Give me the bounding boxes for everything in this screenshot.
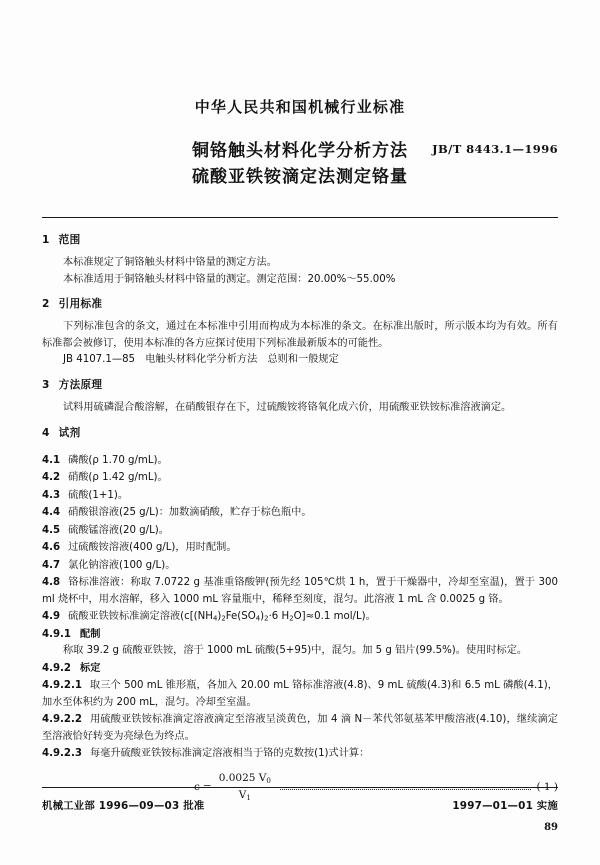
reagent-label: 4.5 <box>42 524 61 536</box>
step-label: 4.9.2.2 <box>42 714 82 726</box>
clause-number-4: 4 <box>42 426 50 439</box>
clause-title-2: 引用标准 <box>58 298 103 311</box>
reagent-item-ferrous-ammonium-sulfate <box>42 609 558 626</box>
clause-3-paragraph-1: 试料用硫磷混合酸溶解，在硝酸银存在下，过硫酸铵将铬氧化成六价，用硫酸亚铁铵标准溶液滴定。 <box>63 402 512 414</box>
referenced-standard-entry: JB 4107.1—85 电触头材料化学分析方法 总则和一般规定 <box>63 354 339 366</box>
denominator-subscript: 1 <box>246 792 251 802</box>
clause-number-3: 3 <box>42 378 50 391</box>
implementation-date: 1997—01—01 实施 <box>452 800 558 812</box>
numerator-variable: V <box>258 772 267 784</box>
step-text: 每毫升硫酸亚铁铵标准滴定溶液相当于铬的克数按(1)式计算： <box>89 748 370 760</box>
header-divider-rule <box>42 217 558 218</box>
clause-title-1: 范围 <box>58 234 81 246</box>
equation-equals-sign: = <box>202 780 212 793</box>
procedure-step <box>42 712 558 745</box>
step-label: 4.9.2.1 <box>42 680 82 692</box>
clause-heading-2 <box>42 296 558 313</box>
subsection-title: 标定 <box>80 662 101 674</box>
document-footer <box>42 797 558 812</box>
reagent-label: 4.9 <box>42 611 61 623</box>
equation-lhs: c <box>194 780 200 793</box>
reagent-label: 4.7 <box>42 559 61 571</box>
reagent-item <box>42 453 558 470</box>
reagent-item <box>42 575 558 608</box>
clause-title-4: 试剂 <box>58 426 81 439</box>
numerator-coefficient: 0.0025 <box>218 772 256 784</box>
subsection-label: 4.9.2 <box>42 662 72 674</box>
reagent-text: 硫酸锰溶液(20 g/L)。 <box>68 524 169 536</box>
numerator-subscript: 0 <box>266 775 271 785</box>
procedure-step <box>42 746 558 763</box>
subsection-label: 4.9.1 <box>42 628 72 640</box>
step-text: 用硫酸亚铁铵标准滴定溶液滴定至溶液呈淡黄色，加 4 滴 N－苯代邻氨基苯甲酸溶液(4.10)，继续滴定至溶液恰好转变为亮绿色为终点。 <box>42 714 558 742</box>
reagent-label: 4.3 <box>42 489 61 501</box>
document-body <box>42 232 558 802</box>
clause-heading-1 <box>42 232 558 249</box>
step-text: 取三个 500 mL 锥形瓶，各加入 20.00 mL 铬标准溶液(4.8)、9 mL 硫酸(4.3)和 6.5 mL 磷酸(4.1)，加水至体积约为 200 mL，混匀。冷却至室温。 <box>42 680 558 708</box>
title-block <box>0 138 600 191</box>
reagent-item <box>42 470 558 487</box>
document-title-line-1: 铜铬触头材料化学分析方法 <box>192 141 408 161</box>
reagent-item <box>42 488 558 505</box>
step-label: 4.9.2.3 <box>42 748 82 760</box>
document-title-line-2: 硫酸亚铁铵滴定法测定铬量 <box>192 167 408 188</box>
approval-statement: 机械工业部 1996—09—03 批准 <box>42 800 205 812</box>
page-number: 89 <box>544 822 558 833</box>
reagent-text: 铬标准溶液：称取 7.0722 g 基准重铬酸钾(预先经 105℃烘 1 h，置于干燥器中，冷却至室温)，置于 300 ml 烧杯中，用水溶解，移入 1000 mL 容量瓶中，稀释至刻度，混匀。此溶液 1 mL 含 0.0025 g 铬。 <box>42 577 558 605</box>
document-header <box>0 98 600 191</box>
spacer <box>42 448 558 452</box>
reagent-item <box>42 558 558 575</box>
reagent-text: 氯化钠溶液(100 g/L)。 <box>68 559 176 571</box>
equation-dot-leader <box>280 782 532 790</box>
reagent-text: 硫酸(1+1)。 <box>68 489 129 501</box>
denominator-variable: V <box>238 788 247 801</box>
subsection-heading-standardization <box>42 661 558 678</box>
reagent-item <box>42 540 558 557</box>
subsection-heading-preparation <box>42 627 558 644</box>
clause-number-2: 2 <box>42 298 50 311</box>
reagent-text-chemical: 硫酸亚铁铵标准滴定溶液($c[(NH_4)_2Fe(SO_4)_2\cdot 6$ $H_2O]\approx 0.1$ mol/L)。 <box>68 611 376 624</box>
issuing-organization: 中华人民共和国机械行业标准 <box>194 98 406 116</box>
reagent-label: 4.6 <box>42 542 61 554</box>
footer-divider-rule <box>42 787 558 788</box>
clause-2-paragraph-1: 下列标准包含的条文，通过在本标准中引用而构成为本标准的条文。在标准出版时，所示版本均为有效。所有标准都会被修订，使用本标准的各方应探讨使用下列标准最新版本的可能性。 <box>42 321 558 349</box>
subsection-title: 配制 <box>80 628 101 640</box>
reagent-item <box>42 505 558 522</box>
subsection-preparation-body: 称取 39.2 g 硫酸亚铁铵，溶于 1000 mL 硫酸(5+95)中，混匀。加 5 g 铝片(99.5%)。使用时标定。 <box>63 645 528 657</box>
standard-number: JB/T 8443.1—1996 <box>432 142 558 156</box>
clause-title-3: 方法原理 <box>58 378 103 391</box>
reagent-item <box>42 523 558 540</box>
reagent-text: 硝酸(ρ 1.42 g/mL)。 <box>68 472 168 484</box>
reagent-text: 硝酸银溶液(25 g/L)：加数滴硝酸，贮存于棕色瓶中。 <box>68 507 312 519</box>
clause-heading-3 <box>42 377 558 394</box>
reagent-label: 4.1 <box>42 454 61 466</box>
equation-number: ( 1 ) <box>536 780 558 793</box>
reagent-text: 磷酸(ρ 1.70 g/mL)。 <box>68 454 168 466</box>
reagent-label: 4.2 <box>42 472 61 484</box>
clause-heading-4 <box>42 425 558 442</box>
reagent-label: 4.4 <box>42 507 61 519</box>
reagent-text: 过硫酸铵溶液(400 g/L)，用时配制。 <box>68 542 237 554</box>
equation-numerator <box>215 772 275 788</box>
procedure-step <box>42 678 558 711</box>
clause-1-paragraph-2: 本标准适用于铜铬触头材料中铬量的测定。测定范围：20.00%～55.00% <box>63 273 396 285</box>
clause-number-1: 1 <box>42 234 50 246</box>
reagent-label: 4.8 <box>42 577 61 589</box>
clause-1-paragraph-1: 本标准规定了铜铬触头材料中铬量的测定方法。 <box>63 257 277 269</box>
